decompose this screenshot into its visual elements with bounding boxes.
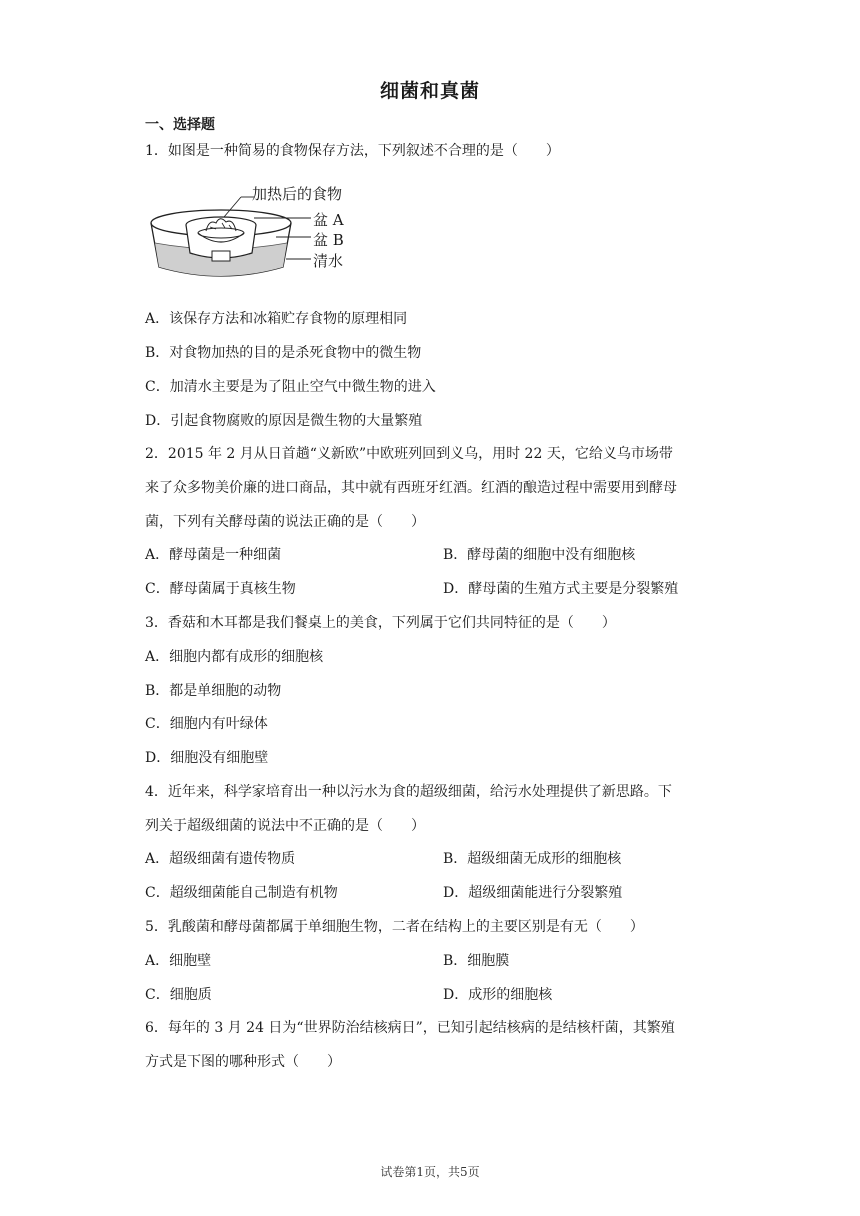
figure-label-water: 清水 [313,252,344,270]
question-5-option-b: B．细胞膜 [443,953,510,969]
question-2-stem-line-1: 2．2015 年 2 月从日首趟“义新欧”中欧班列回到义乌，用时 22 天，它给义乌市场带 [145,446,673,462]
question-2-option-d: D．酵母菌的生殖方式主要是分裂繁殖 [443,581,679,597]
question-1-option-b: B．对食物加热的目的是杀死食物中的微生物 [145,345,422,361]
question-4-option-b: B．超级细菌无成形的细胞核 [443,851,622,867]
question-2-stem-line-2: 来了众多物美价廉的进口商品，其中就有西班牙红酒。红酒的酿造过程中需要用到酵母 [145,480,677,496]
page-title: 细菌和真菌 [379,80,480,102]
question-2-option-a: A．酵母菌是一种细菌 [145,547,282,563]
question-2-option-b: B．酵母菌的细胞中没有细胞核 [443,547,636,563]
page-footer: 试卷第1页，共5页 [380,1165,480,1179]
question-1-option-c: C．加清水主要是为了阻止空气中微生物的进入 [145,379,436,395]
question-5-stem: 5．乳酸菌和酵母菌都属于单细胞生物，二者在结构上的主要区别是有无（ ） [145,919,644,935]
question-4-stem-line-1: 4．近年来，科学家培育出一种以污水为食的超级细菌，给污水处理提供了新思路。下 [145,784,672,800]
question-2-stem-line-3: 菌，下列有关酵母菌的说法正确的是（ ） [145,514,425,530]
figure-label-basin-a: 盆 A [313,211,344,229]
question-5-option-c: C．细胞质 [145,987,212,1003]
question-4-stem-line-2: 列关于超级细菌的说法中不正确的是（ ） [145,818,425,834]
question-3-option-d: D．细胞没有细胞壁 [145,750,269,766]
question-6-stem-line-2: 方式是下图的哪种形式（ ） [145,1054,341,1070]
question-2-option-c: C．酵母菌属于真核生物 [145,581,296,597]
question-1-stem: 1．如图是一种简易的食物保存方法，下列叙述不合理的是（ ） [145,143,560,159]
figure-label-heated-food: 加热后的食物 [252,185,343,203]
question-1-option-d: D．引起食物腐败的原因是微生物的大量繁殖 [145,413,423,429]
figure-label-basin-b: 盆 B [313,231,344,249]
question-3-option-c: C．细胞内有叶绿体 [145,716,268,732]
question-4-option-d: D．超级细菌能进行分裂繁殖 [443,885,623,901]
question-5-option-d: D．成形的细胞核 [443,987,553,1003]
question-5-option-a: A．细胞壁 [145,953,212,969]
question-1-option-a: A．该保存方法和冰箱贮存食物的原理相同 [145,311,408,327]
section-heading: 一、选择题 [145,117,215,133]
question-3-option-b: B．都是单细胞的动物 [145,683,282,699]
question-6-stem-line-1: 6．每年的 3 月 24 日为“世界防治结核病日”，已知引起结核病的是结核杆菌，其繁殖 [145,1020,675,1036]
question-3-option-a: A．细胞内都有成形的细胞核 [145,649,324,665]
question-3-stem: 3．香菇和木耳都是我们餐桌上的美食，下列属于它们共同特征的是（ ） [145,615,616,631]
question-4-option-c: C．超级细菌能自己制造有机物 [145,885,338,901]
food-preservation-figure [146,185,366,285]
question-4-option-a: A．超级细菌有遗传物质 [145,851,296,867]
